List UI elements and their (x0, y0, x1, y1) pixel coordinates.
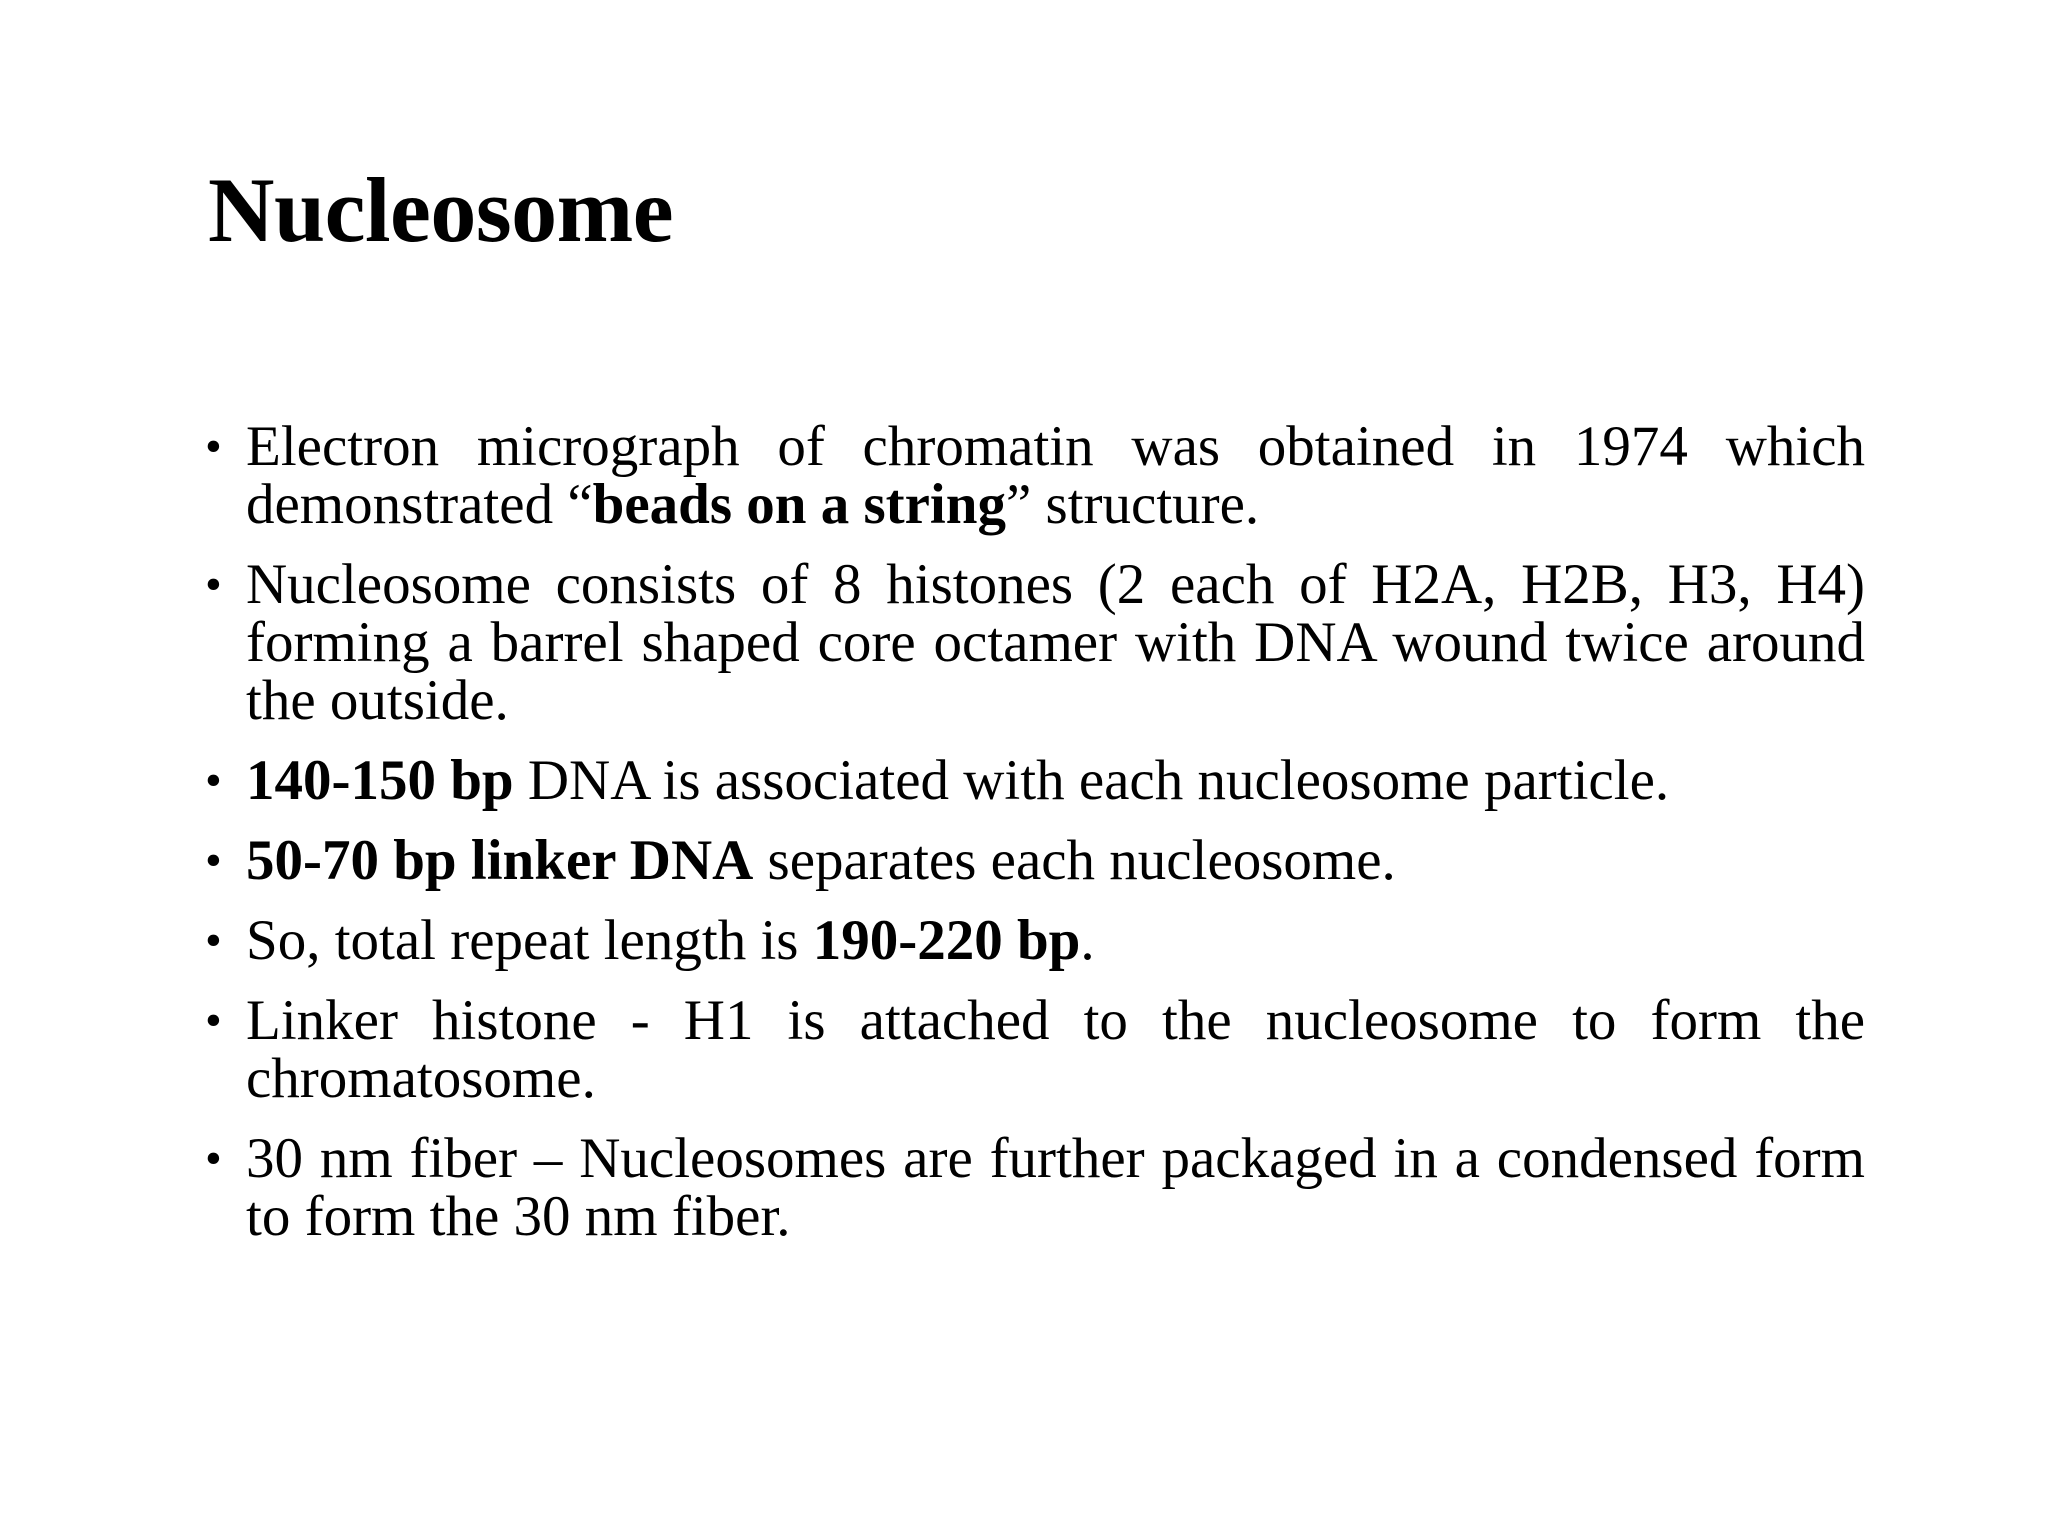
bullet-text: . (1080, 909, 1095, 972)
bullet-bold-text: 140-150 bp (246, 749, 514, 812)
bullet-bold-text: 50-70 bp linker DNA (246, 829, 754, 892)
bullet-text: ” structure. (1005, 473, 1260, 536)
bullet-text: Nucleosome consists of 8 histones (2 each of H2A, H2B, H3, H4) forming a barrel shaped core octamer with DNA wound twice around the outside. (246, 553, 1865, 732)
bullet-bold-text: beads on a string (592, 473, 1006, 536)
bullet-bold-text: 190-220 bp (812, 909, 1081, 972)
bullet-item-repeat-length (205, 909, 1865, 972)
bullet-item-linker-dna (205, 829, 1865, 892)
bullet-item-electron-micrograph (205, 415, 1865, 536)
bullet-dot-icon: • (205, 994, 222, 1047)
bullet-item-30nm-fiber (205, 1127, 1865, 1248)
bullet-text: Electron micrograph of chromatin was obtained in 1974 which demonstrated “ (246, 415, 1865, 536)
bullet-dot-icon: • (205, 914, 222, 967)
bullet-text: 30 nm fiber – Nucleosomes are further packaged in a condensed form to form the 30 nm fiber. (246, 1127, 1865, 1248)
bullet-text: Linker histone - H1 is attached to the nucleosome to form the chromatosome. (246, 989, 1865, 1110)
bullet-text: So, total repeat length is (246, 909, 813, 972)
bullet-text: DNA is associated with each nucleosome particle. (513, 749, 1670, 812)
bullet-text: separates each nucleosome. (753, 829, 1396, 892)
bullet-list (205, 415, 1865, 1268)
bullet-item-histone-octamer (205, 553, 1865, 732)
slide-title: Nucleosome (208, 159, 674, 261)
bullet-dot-icon: • (205, 558, 222, 611)
bullet-item-core-dna-length (205, 749, 1865, 812)
bullet-dot-icon: • (205, 754, 222, 807)
bullet-dot-icon: • (205, 1132, 222, 1185)
bullet-dot-icon: • (205, 420, 222, 473)
bullet-item-linker-histone (205, 989, 1865, 1110)
bullet-dot-icon: • (205, 834, 222, 887)
